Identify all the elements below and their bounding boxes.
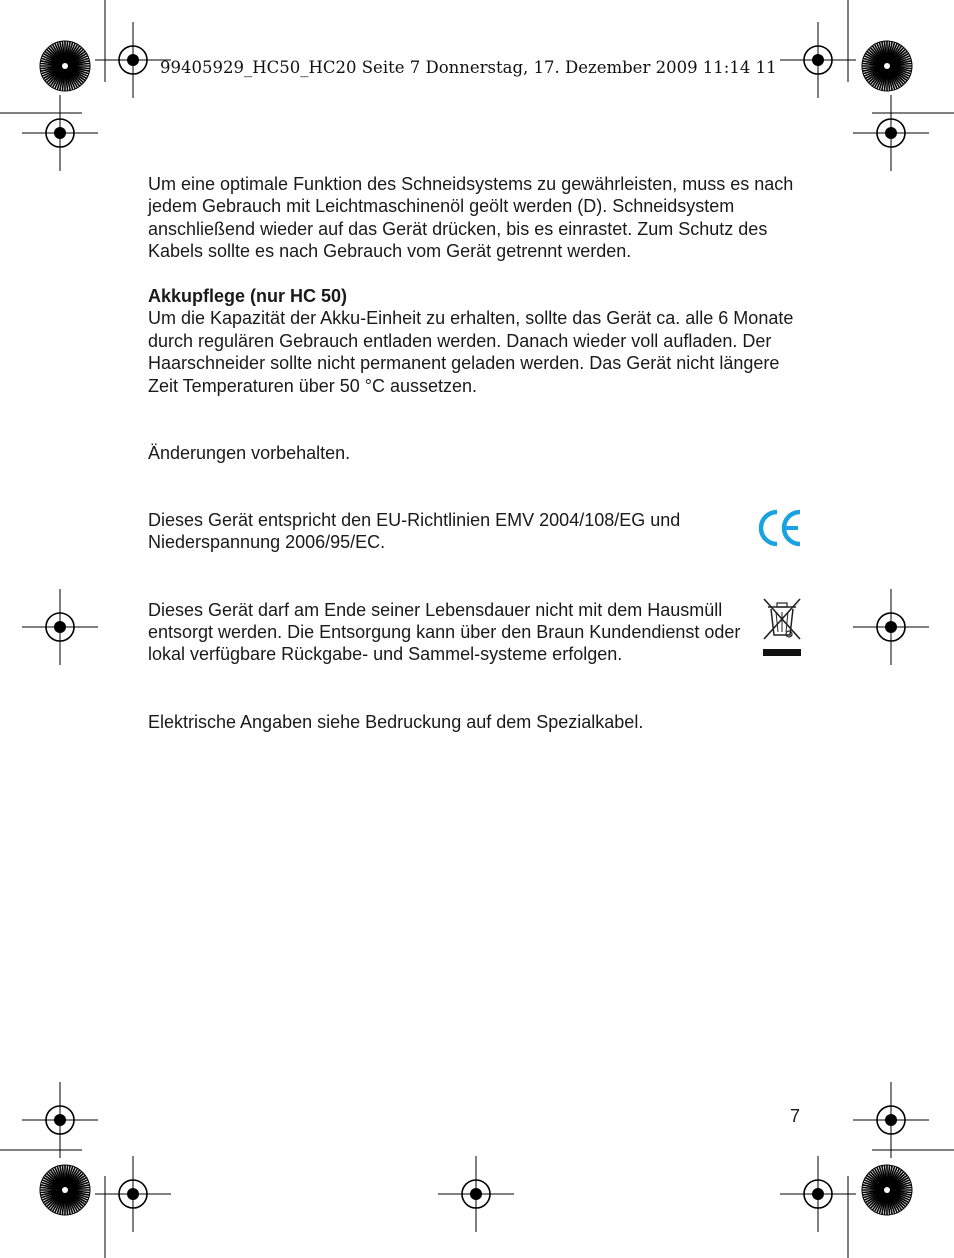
ce-mark-icon xyxy=(756,506,804,550)
disposal-paragraph: Dieses Gerät darf am Ende seiner Lebensdauer nicht mit dem Hausmüll entsorgt werden. Die Entsorgung kann über den Braun Kundendienst oder lokal verfügbare Rückgabe- und Sammel-systeme erfolgen. xyxy=(148,599,741,665)
compliance-section xyxy=(148,509,808,554)
page-content xyxy=(148,173,808,733)
compliance-paragraph: Dieses Gerät entspricht den EU-Richtlinien EMV 2004/108/EG und Niederspannung 2006/95/EC. xyxy=(148,510,681,553)
electrical-paragraph: Elektrische Angaben siehe Bedruckung auf dem Spezialkabel. xyxy=(148,711,644,732)
changes-notice: Änderungen vorbehalten. xyxy=(148,442,351,463)
battery-heading: Akkupflege (nur HC 50) xyxy=(148,286,348,307)
battery-paragraph: Um die Kapazität der Akku-Einheit zu erhalten, sollte das Gerät ca. alle 6 Monate durch regulären Gebrauch entladen werden. Danach wieder voll aufladen. Der Haarschneider sollte nicht permanent geladen werden. Das Gerät nicht längere Zeit Temperaturen über 50 °C aussetzen. xyxy=(148,308,794,396)
page-number: 7 xyxy=(790,1106,801,1126)
print-slug: 99405929_HC50_HC20 Seite 7 Donnerstag, 17. Dezember 2009 11:14 11 xyxy=(160,58,777,77)
cleaning-paragraph: Um eine optimale Funktion des Schneidsystems zu gewährleisten, muss es nach jedem Gebrauch mit Leichtmaschinenöl geölt werden (D). Schneidsystem anschließend wieder auf das Gerät drücken, bis es einrastet. Zum Schutz des Kabels sollte es nach Gebrauch vom Gerät getrennt werden. xyxy=(148,174,794,262)
disposal-section xyxy=(148,599,808,666)
crossed-out-bin-icon xyxy=(760,595,804,659)
